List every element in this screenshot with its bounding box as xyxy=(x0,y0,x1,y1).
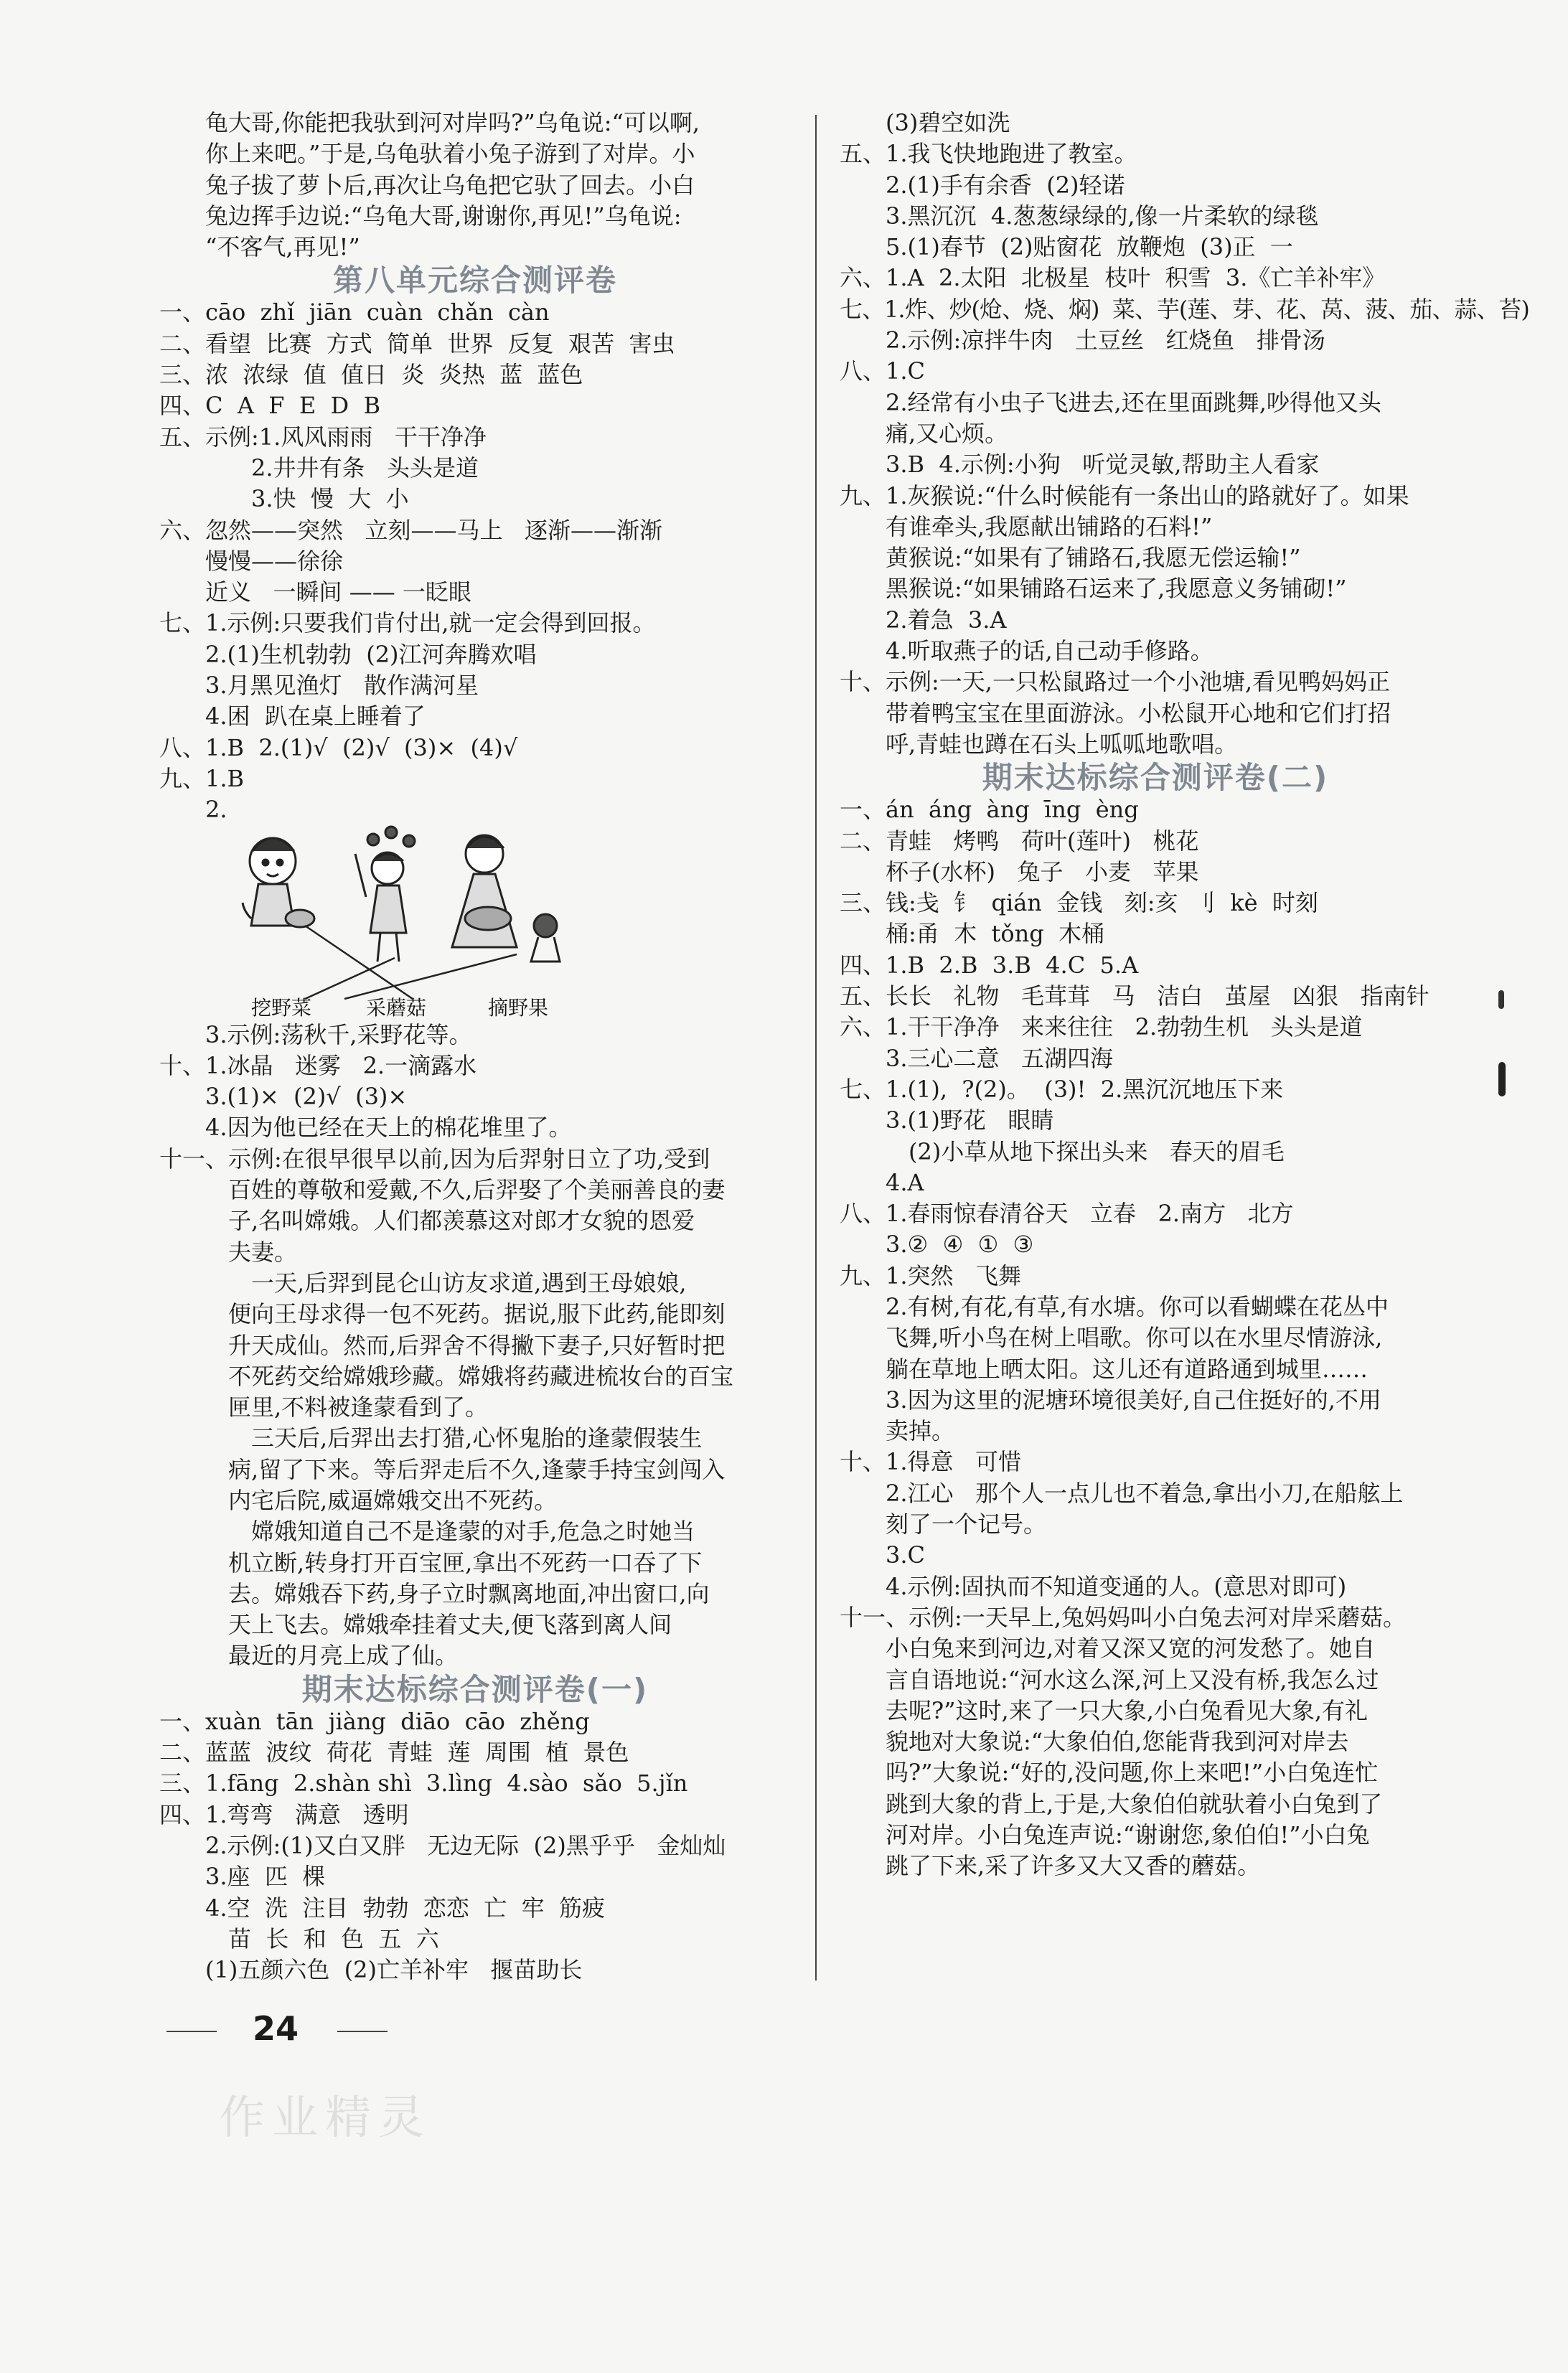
answer-line: 言自语地说:“河水这么深,河上又没有桥,我怎么过 xyxy=(886,1665,1379,1693)
answer-line: 五、1.我飞快地跑进了教室。 xyxy=(840,140,1137,168)
answer-line: 匣里,不料被逢蒙看到了。 xyxy=(228,1394,489,1422)
answer-line: 一天,后羿到昆仑山访友求道,遇到王母娘娘, xyxy=(251,1269,687,1297)
answer-line: 七、1.(1), ?(2)。 (3)! 2.黑沉沉地压下来 xyxy=(840,1075,1284,1103)
answer-line: 带着鸭宝宝在里面游泳。小松鼠开心地和它们打招 xyxy=(886,699,1391,727)
label-pick-mushrooms: 采蘑菇 xyxy=(366,996,427,1019)
answer-line: 十一、示例:在很早很早以前,因为后羿射日立了功,受到 xyxy=(159,1145,710,1173)
answer-line: 刻了一个记号。 xyxy=(886,1510,1047,1538)
answer-line: 八、1.春雨惊春清谷天 立春 2.南方 北方 xyxy=(840,1200,1294,1228)
answer-line: (2)小草从地下探出头来 春天的眉毛 xyxy=(909,1137,1285,1165)
girl-flower-icon xyxy=(355,827,415,962)
answer-line: 2. xyxy=(205,796,227,824)
answer-line: 内宅后院,威逼嫦娥交出不死药。 xyxy=(228,1486,558,1514)
answer-line: 3.黑沉沉 4.葱葱绿绿的,像一片柔软的绿毯 xyxy=(886,202,1319,230)
answer-line: 五、示例:1.风风雨雨 干干净净 xyxy=(159,423,487,451)
answer-line: 4.听取燕子的话,自己动手修路。 xyxy=(886,637,1213,665)
answer-line: 四、1.弯弯 满意 透明 xyxy=(159,1800,409,1828)
answer-line: 2.经常有小虫子飞进去,还在里面跳舞,吵得他又头 xyxy=(886,388,1381,416)
answer-line: 2.有树,有花,有草,有水塘。你可以看蝴蝶在花丛中 xyxy=(886,1292,1389,1320)
page-number: 24 xyxy=(253,2009,299,2048)
answer-line: 有谁牵头,我愿献出铺路的石料!” xyxy=(886,512,1213,540)
answer-line: 去。嫦娥吞下药,身子立时飘离地面,冲出窗口,向 xyxy=(228,1579,710,1607)
answer-line: 九、1.灰猴说:“什么时候能有一条出山的路就好了。如果 xyxy=(840,481,1409,509)
answer-line: (1)五颜六色 (2)亡羊补牢 揠苗助长 xyxy=(205,1956,583,1984)
answer-line: 十一、示例:一天早上,兔妈妈叫小白兔去河对岸采蘑菇。 xyxy=(840,1603,1406,1631)
answer-line: 貌地对大象说:“大象伯伯,您能背我到河对岸去 xyxy=(886,1728,1349,1756)
answer-line: 去呢?”这时,来了一只大象,小白兔看见大象,有礼 xyxy=(886,1696,1369,1724)
answer-line: 苗 长 和 色 五 六 xyxy=(228,1925,439,1953)
column-divider xyxy=(815,115,817,1980)
answer-line: 3.② ④ ① ③ xyxy=(886,1231,1034,1259)
answer-line: 二、蓝蓝 波纹 荷花 青蛙 莲 周围 植 景色 xyxy=(159,1739,629,1767)
answer-line: 三、1.fāng 2.shàn shì 3.lìng 4.sào sǎo 5.jǐn xyxy=(159,1770,688,1798)
answer-line: 3.因为这里的泥塘环境很美好,自己住挺好的,不用 xyxy=(886,1386,1381,1414)
answer-line: 3.(1)野花 眼睛 xyxy=(886,1106,1054,1134)
page-dash-left xyxy=(166,2031,217,2032)
answer-line: 2.(1)生机勃勃 (2)江河奔腾欢唱 xyxy=(205,640,537,668)
answer-line: 升天成仙。然而,后羿舍不得撇下妻子,只好暂时把 xyxy=(228,1331,726,1359)
answer-line: 2.江心 那个人一点儿也不着急,拿出小刀,在船舷上 xyxy=(886,1479,1404,1507)
answer-line: 黄猴说:“如果有了铺路石,我愿无偿运输!” xyxy=(886,544,1301,572)
answer-line: 九、1.突然 飞舞 xyxy=(840,1261,1022,1289)
answer-line: 小白兔来到河边,对着又深又宽的河发愁了。她自 xyxy=(886,1635,1376,1663)
answer-line: 2.着急 3.A xyxy=(886,606,1007,634)
answer-line: 4.示例:固执而不知道变通的人。(意思对即可) xyxy=(886,1572,1347,1600)
answer-line: 十、1.得意 可惜 xyxy=(840,1448,1022,1476)
answer-line: 黑猴说:“如果铺路石运来了,我愿意义务铺砌!” xyxy=(886,575,1347,603)
answer-line: 七、1.示例:只要我们肯付出,就一定会得到回报。 xyxy=(159,609,656,637)
answer-line: 十、1.冰晶 迷雾 2.一滴露水 xyxy=(159,1051,477,1079)
answer-line: 三、浓 浓绿 值 值日 炎 炎热 蓝 蓝色 xyxy=(159,361,583,389)
answer-line: 3.B 4.示例:小狗 听觉灵敏,帮助主人看家 xyxy=(886,451,1320,479)
answer-line: 便向王母求得一包不死药。据说,服下此药,能即刻 xyxy=(228,1300,726,1328)
answer-line: 4.A xyxy=(886,1168,924,1196)
page-dash-right xyxy=(337,2031,388,2032)
answer-line: 4.因为他已经在天上的棉花堆里了。 xyxy=(205,1114,572,1142)
woman-fruit-icon xyxy=(452,835,560,962)
scan-mark xyxy=(1498,1062,1506,1096)
text-line: 龟大哥,你能把我驮到河对岸吗?”乌龟说:“可以啊, xyxy=(205,109,700,136)
answer-line: 2.(1)手有余香 (2)轻诺 xyxy=(886,171,1125,199)
text-line: 兔边挥手边说:“乌龟大哥,谢谢你,再见!”乌龟说: xyxy=(205,202,682,230)
answer-line: 三、钱:戋 钅 qián 金钱 刻:亥 刂 kè 时刻 xyxy=(840,889,1318,917)
answer-line: 河对岸。小白兔连声说:“谢谢您,象伯伯!”小白兔 xyxy=(886,1821,1370,1849)
answer-line: 3.(1)× (2)√ (3)× xyxy=(205,1083,408,1111)
answer-line: 3.C xyxy=(886,1541,926,1569)
answer-line: 杯子(水杯) 兔子 小麦 苹果 xyxy=(886,857,1199,885)
section-heading: 期末达标综合测评卷(二) xyxy=(982,760,1329,796)
answer-line: 天上飞去。嫦娥牵挂着丈夫,便飞落到离人间 xyxy=(228,1611,672,1639)
answer-line: 跳到大象的背上,于是,大象伯伯就驮着小白兔到了 xyxy=(886,1790,1383,1818)
answer-line: 三天后,后羿出去打猎,心怀鬼胎的逢蒙假装生 xyxy=(251,1424,703,1452)
scan-mark xyxy=(1498,990,1504,1009)
answer-line: 5.(1)春节 (2)贴窗花 放鞭炮 (3)正 一 xyxy=(886,233,1293,261)
answer-line: 八、1.B 2.(1)√ (2)√ (3)× (4)√ xyxy=(159,733,518,761)
answer-line: 2.示例:凉拌牛肉 土豆丝 红烧鱼 排骨汤 xyxy=(886,326,1325,354)
right-column xyxy=(840,108,1529,1882)
answer-line: 飞舞,听小鸟在树上唱歌。你可以在水里尽情游泳, xyxy=(886,1324,1383,1352)
answer-line: 六、1.A 2.太阳 北极星 枝叶 积雪 3.《亡羊补牢》 xyxy=(840,264,1386,292)
answer-line: 子,名叫嫦娥。人们都羡慕这对郎才女貌的恩爱 xyxy=(228,1207,695,1235)
answer-line: 四、C A F E D B xyxy=(159,392,381,420)
answer-line: 二、青蛙 烤鸭 荷叶(莲叶) 桃花 xyxy=(840,827,1199,855)
section-heading: 第八单元综合测评卷 xyxy=(332,263,617,299)
answer-line: 4.困 趴在桌上睡着了 xyxy=(205,702,426,730)
answer-line: 九、1.B xyxy=(159,764,245,792)
answer-line: 一、cāo zhǐ jiān cuàn chǎn càn xyxy=(159,299,550,326)
label-dig-vegetables: 挖野菜 xyxy=(251,996,312,1019)
answer-line: 3.快 慢 大 小 xyxy=(251,485,409,513)
answer-line: 3.月黑见渔灯 散作满河星 xyxy=(205,672,479,700)
answer-line: 十、示例:一天,一只松鼠路过一个小池塘,看见鸭妈妈正 xyxy=(840,668,1391,696)
answer-line: 一、án áng àng īng èng xyxy=(840,796,1139,824)
answer-line: 2.井井有条 头头是道 xyxy=(251,454,479,481)
label-pick-fruit: 摘野果 xyxy=(488,996,549,1019)
answer-line: 病,留了下来。等后羿走后不久,逢蒙手持宝剑闯入 xyxy=(228,1455,726,1483)
answer-line: 百姓的尊敬和爱戴,不久,后羿娶了个美丽善良的妻 xyxy=(228,1176,726,1204)
answer-line: 机立断,转身打开百宝匣,拿出不死药一口吞了下 xyxy=(228,1549,703,1576)
answer-line: 3.座 匹 棵 xyxy=(205,1863,326,1891)
answer-line: 躺在草地上晒太阳。这儿还有道路通到城里…… xyxy=(886,1355,1369,1383)
text-line: 你上来吧。”于是,乌龟驮着小兔子游到了对岸。小 xyxy=(205,140,695,168)
left-column xyxy=(159,108,791,1986)
answer-line: 吗?”大象说:“好的,没问题,你上来吧!”小白兔连忙 xyxy=(886,1759,1379,1787)
answer-line: 四、1.B 2.B 3.B 4.C 5.A xyxy=(840,951,1139,979)
answer-line: 七、1.炸、炒(炝、烧、焖) 菜、芋(莲、芽、花、莴、菠、茄、蒜、苔) xyxy=(840,295,1529,323)
answer-line: 六、忽然——突然 立刻——马上 逐渐——渐渐 xyxy=(159,516,663,544)
answer-line: 3.示例:荡秋千,采野花等。 xyxy=(205,1020,472,1048)
answer-line: 呼,青蛙也蹲在石头上呱呱地歌唱。 xyxy=(886,730,1238,758)
answer-line: (3)碧空如洗 xyxy=(886,109,1010,136)
answer-line: 六、1.干干净净 来来往往 2.勃勃生机 头头是道 xyxy=(840,1013,1363,1041)
answer-line: 桶:甬 木 tǒng 木桶 xyxy=(886,920,1105,948)
section-heading: 期末达标综合测评卷(一) xyxy=(301,1671,649,1707)
answer-line: 痛,又心烦。 xyxy=(886,419,1008,447)
answer-line: 不死药交给嫦娥珍藏。嫦娥将药藏进梳妆台的百宝 xyxy=(228,1362,734,1390)
answer-line: 一、xuàn tān jiàng diāo cāo zhěng xyxy=(159,1707,590,1735)
answer-line: 八、1.C xyxy=(840,357,926,385)
answer-line: 五、长长 礼物 毛茸茸 马 洁白 茧屋 凶狠 指南针 xyxy=(840,982,1429,1010)
text-line: 兔子拔了萝卜后,再次让乌龟把它驮了回去。小白 xyxy=(205,171,695,199)
answer-line: 嫦娥知道自己不是逢蒙的对手,危急之时她当 xyxy=(251,1518,695,1546)
text-line: “不客气,再见!” xyxy=(205,233,360,261)
girl-mushroom-icon xyxy=(243,838,314,927)
answer-line: 二、看望 比赛 方式 简单 世界 反复 艰苦 害虫 xyxy=(159,329,675,357)
answer-line: 夫妻。 xyxy=(228,1238,298,1266)
watermark: 作业精灵 xyxy=(219,2092,431,2145)
answer-line: 慢慢——徐徐 xyxy=(205,547,344,575)
matching-illustration xyxy=(237,811,596,1019)
answer-line: 跳了下来,采了许多又大又香的蘑菇。 xyxy=(886,1852,1261,1880)
answer-line: 4.空 洗 注目 勃勃 恋恋 亡 牢 筋疲 xyxy=(205,1894,605,1922)
answer-line: 3.三心二意 五湖四海 xyxy=(886,1044,1114,1072)
answer-line: 卖掉。 xyxy=(886,1417,955,1445)
answer-line: 最近的月亮上成了仙。 xyxy=(228,1642,459,1670)
answer-line: 2.示例:(1)又白又胖 无边无际 (2)黑乎乎 金灿灿 xyxy=(205,1831,726,1859)
answer-line: 近义 一瞬间 —— 一眨眼 xyxy=(205,578,471,606)
